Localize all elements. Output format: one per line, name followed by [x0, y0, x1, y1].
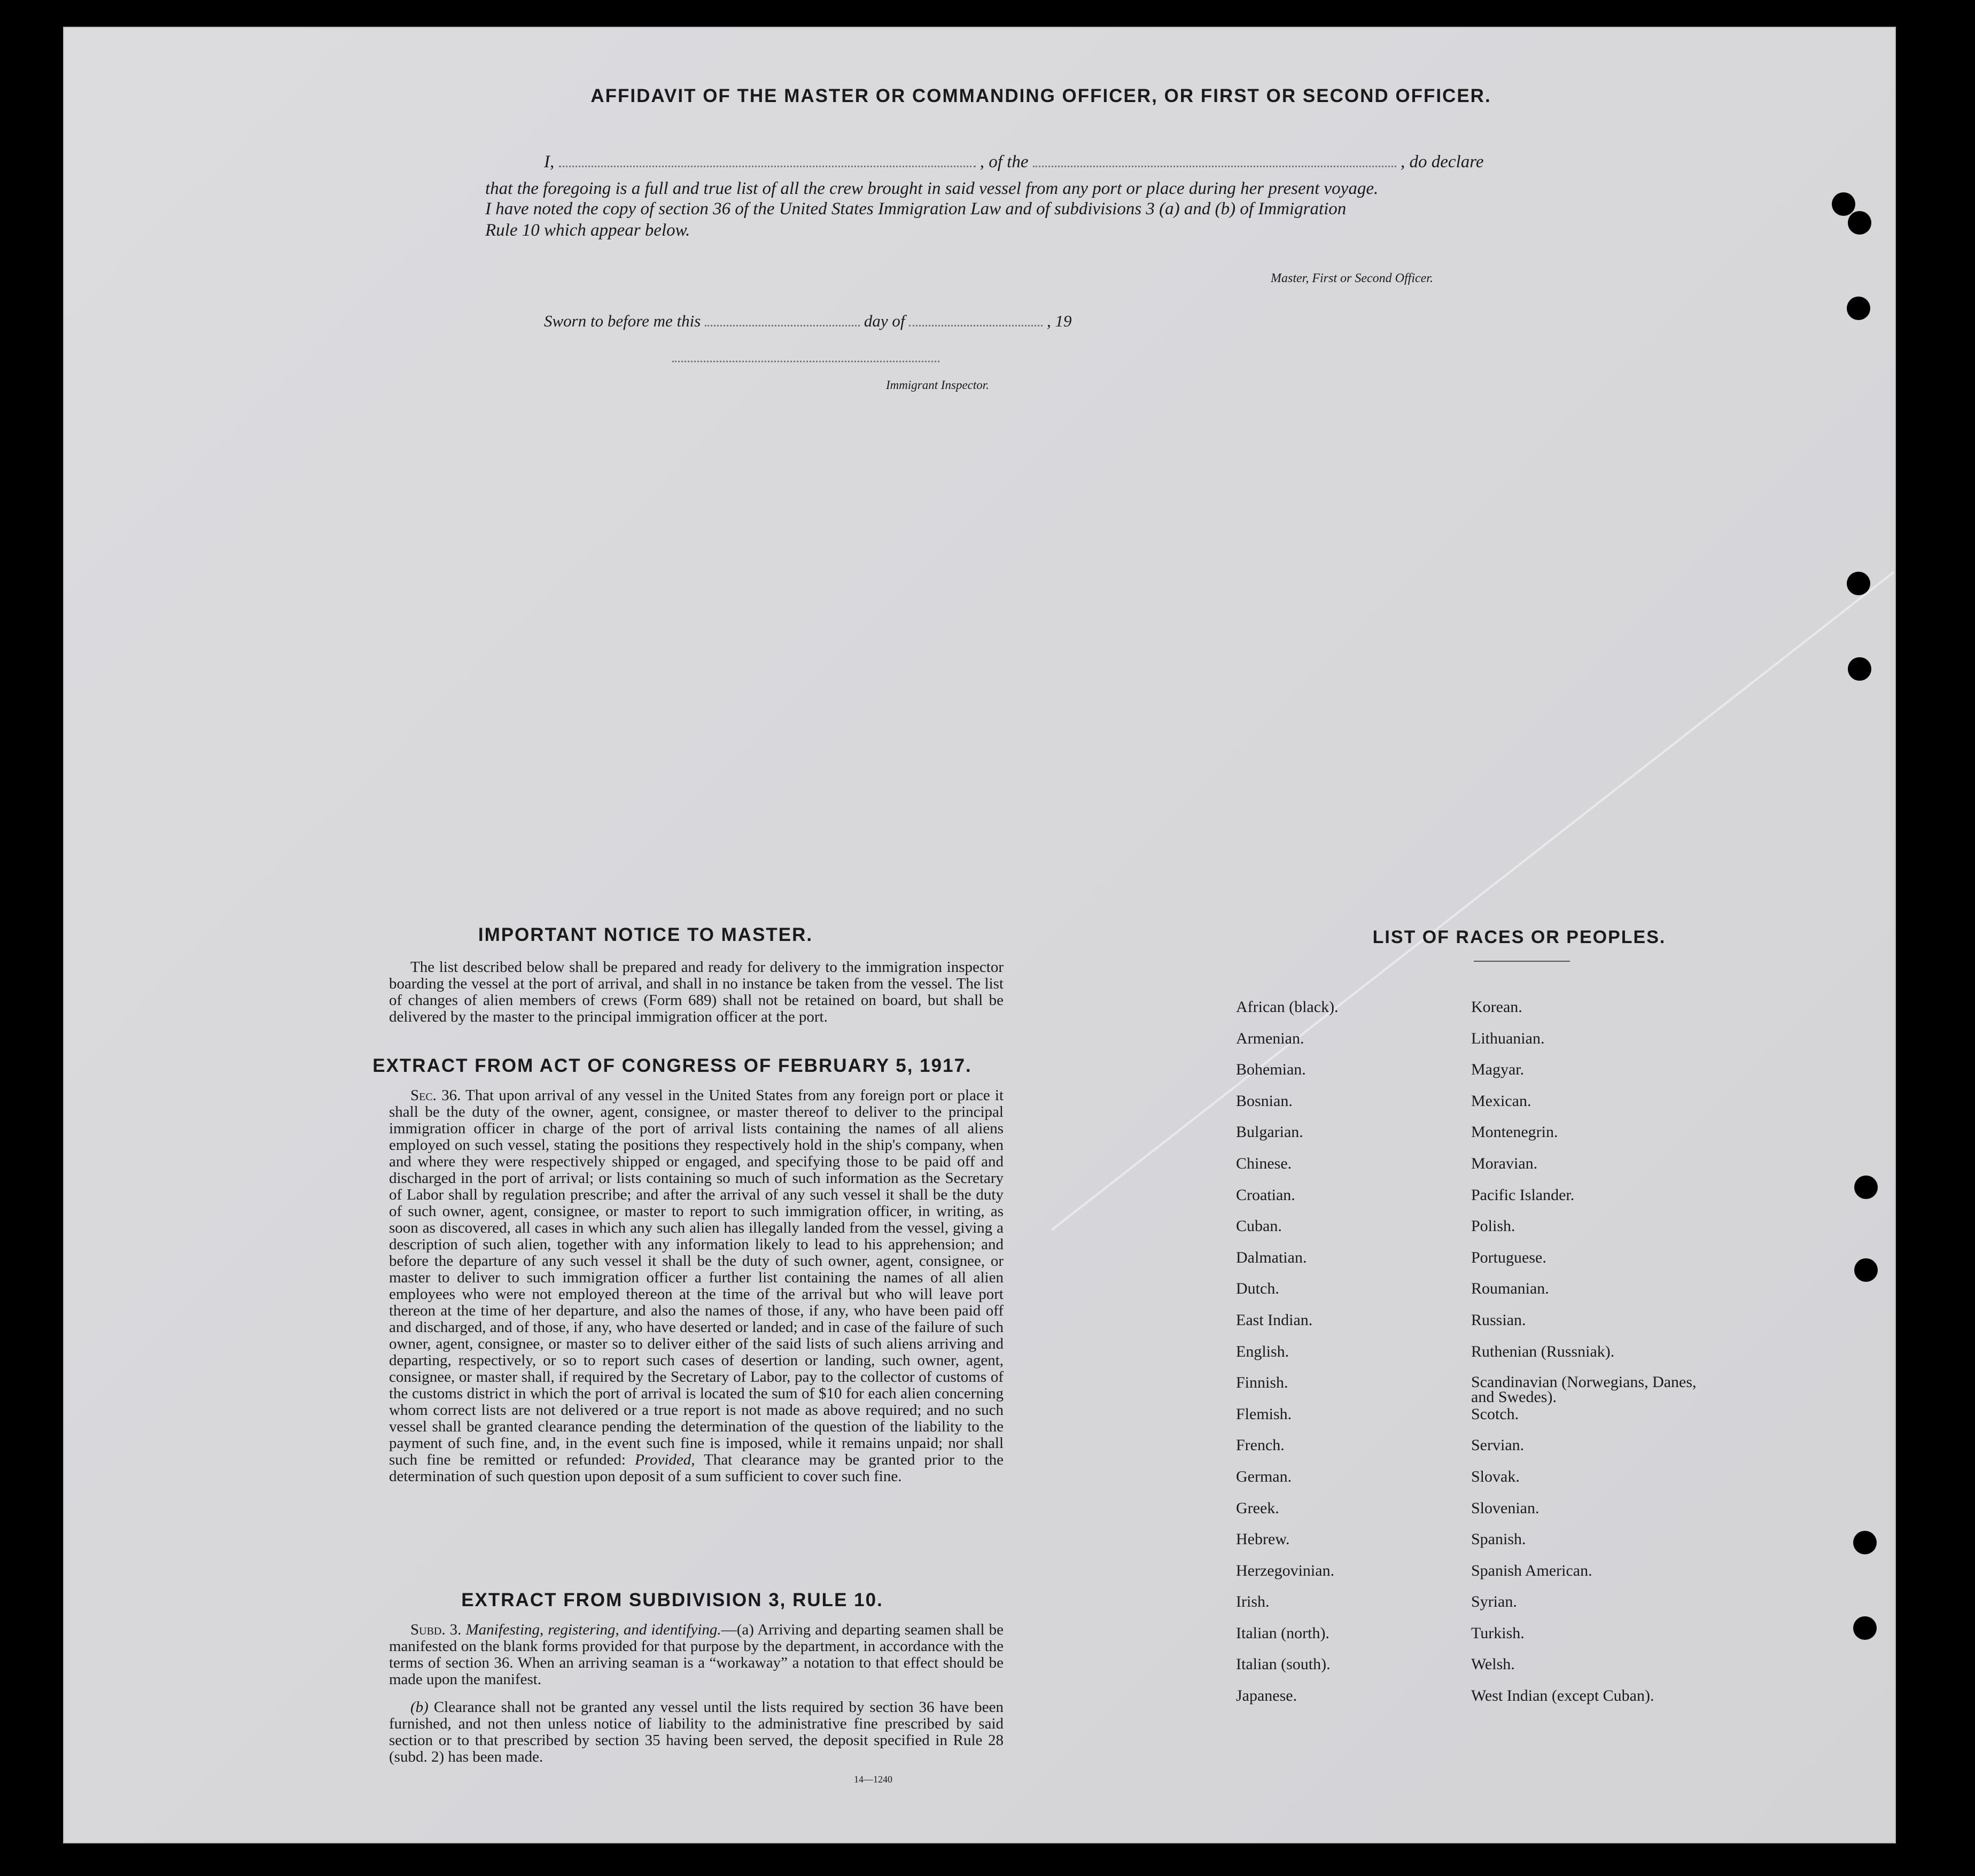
race-item: Greek. — [1236, 1499, 1279, 1517]
punch-hole — [1854, 1258, 1878, 1282]
signature-caption: Master, First or Second Officer. — [1271, 271, 1433, 285]
subdivision-a-text — [389, 1622, 1004, 1688]
race-item: Montenegrin. — [1471, 1123, 1558, 1141]
race-item: Moravian. — [1471, 1154, 1538, 1172]
race-item: Flemish. — [1236, 1405, 1292, 1423]
race-item: Hebrew. — [1236, 1530, 1290, 1548]
race-item: Dalmatian. — [1236, 1248, 1307, 1266]
sec-label: Sec. 36. — [410, 1087, 461, 1104]
races-title-rule — [1474, 961, 1570, 962]
race-item: English. — [1236, 1342, 1289, 1360]
act-text — [389, 1087, 1004, 1485]
race-item: Finnish. — [1236, 1374, 1288, 1392]
affidavit-line-4: Rule 10 which appear below. — [485, 221, 690, 240]
race-item: Ruthenian (Russniak). — [1471, 1342, 1615, 1360]
race-item: Slovenian. — [1471, 1499, 1539, 1517]
race-item: West Indian (except Cuban). — [1471, 1687, 1654, 1705]
subdivision-title: EXTRACT FROM SUBDIVISION 3, RULE 10. — [461, 1590, 883, 1610]
subd-label: Subd. 3. — [410, 1621, 462, 1638]
punch-hole — [1854, 1176, 1878, 1199]
form-number: 14—1240 — [854, 1774, 892, 1785]
punch-hole — [1848, 211, 1871, 235]
month-blank[interactable] — [909, 320, 1043, 326]
subd-a-body: —(a) Arriving and departing seamen shall be manifested on the blank forms provided for that purpose by the department, in accordance with the terms of section 36. When an arriving seaman is a “workaway” a notation to that effect should be made upon the manifest. — [389, 1621, 1004, 1688]
punch-hole — [1832, 192, 1855, 216]
punch-hole — [1847, 572, 1870, 595]
race-item: Armenian. — [1236, 1029, 1304, 1047]
race-item: Turkish. — [1471, 1624, 1525, 1642]
provided-word: Provided, — [635, 1451, 695, 1468]
race-item: Welsh. — [1471, 1655, 1515, 1673]
race-item: Servian. — [1471, 1436, 1525, 1454]
inspector-signature-line[interactable] — [672, 355, 939, 362]
race-item: Korean. — [1471, 998, 1522, 1016]
notice-text — [389, 959, 1004, 1025]
race-item: Cuban. — [1236, 1217, 1282, 1235]
race-item: African (black). — [1236, 998, 1339, 1016]
affidavit-i-label: I, — [544, 152, 555, 172]
race-item: Spanish American. — [1471, 1561, 1592, 1579]
affidavit-do-declare: , do declare — [1400, 152, 1484, 172]
race-item: Scandinavian (Norwegians, Danes, and Swedes). — [1471, 1373, 1697, 1406]
race-item: East Indian. — [1236, 1311, 1313, 1329]
races-right-column — [1471, 999, 1717, 1719]
subd-heading: Manifesting, registering, and identifying. — [465, 1621, 721, 1638]
punch-hole — [1853, 1616, 1877, 1640]
race-item: Bohemian. — [1236, 1061, 1306, 1079]
act-body-end: That clearance may be granted prior to the determination of such question upon deposit of a sum sufficient to cover such fine. — [389, 1451, 1004, 1485]
race-item: Slovak. — [1471, 1467, 1520, 1485]
day-blank[interactable] — [705, 320, 860, 326]
race-item: Polish. — [1471, 1217, 1515, 1235]
race-item: Roumanian. — [1471, 1280, 1549, 1298]
race-item: Irish. — [1236, 1593, 1270, 1611]
race-item: Herzegovinian. — [1236, 1561, 1335, 1579]
races-title: LIST OF RACES OR PEOPLES. — [1372, 927, 1666, 947]
affidavit-line-1 — [485, 152, 1570, 172]
race-item: German. — [1236, 1467, 1292, 1485]
race-item: Lithuanian. — [1471, 1029, 1545, 1047]
race-item: Mexican. — [1471, 1092, 1531, 1110]
affidavit-line-2: that the foregoing is a full and true list of all the crew brought in said vessel from any port or place during her present voyage. — [485, 179, 1379, 198]
name-blank[interactable] — [559, 160, 976, 167]
races-left-column — [1236, 999, 1460, 1719]
race-item: Bulgarian. — [1236, 1123, 1303, 1141]
punch-hole — [1853, 1531, 1877, 1554]
notice-title: IMPORTANT NOTICE TO MASTER. — [478, 924, 813, 945]
race-item: Japanese. — [1236, 1687, 1297, 1705]
race-item: Magyar. — [1471, 1061, 1525, 1079]
year-label: , 19 — [1046, 312, 1072, 330]
act-title: EXTRACT FROM ACT OF CONGRESS OF FEBRUARY 5, 1917. — [372, 1055, 972, 1076]
notice-body: The list described below shall be prepared and ready for delivery to the immigration inspector boarding the vessel at the port of arrival, and shall in no instance be taken from the vessel. The list of changes of alien members of crews (Form 689) shall not be retained on board, but shall be delivered by the master to the principal immigration officer at the port. — [389, 959, 1004, 1025]
race-item: Chinese. — [1236, 1154, 1292, 1172]
affidavit-of-the: , of the — [979, 152, 1029, 172]
subd-b-label: (b) — [410, 1699, 429, 1716]
inspector-caption: Immigrant Inspector. — [886, 378, 989, 392]
race-item: Dutch. — [1236, 1280, 1279, 1298]
race-item: Scotch. — [1471, 1405, 1519, 1423]
race-item: Bosnian. — [1236, 1092, 1293, 1110]
sworn-line — [544, 312, 1071, 331]
day-of-label: day of — [864, 312, 905, 330]
affidavit-title: AFFIDAVIT OF THE MASTER OR COMMANDING OFFICER, OR FIRST OR SECOND OFFICER. — [590, 85, 1491, 106]
race-item: Pacific Islander. — [1471, 1186, 1575, 1204]
affidavit-line-3: I have noted the copy of section 36 of the United States Immigration Law and of subdivisions 3 (a) and (b) of Immigration — [485, 199, 1347, 219]
race-item: Italian (north). — [1236, 1624, 1329, 1642]
subd-b-body: Clearance shall not be granted any vessel until the lists required by section 36 have been furnished, and not then unless notice of liability to the administrative fine prescribed by said section or to that prescribed by section 35 having been served, the deposit specified in Rule 28 (subd. 2) has been made. — [389, 1699, 1004, 1765]
document-page — [63, 27, 1896, 1843]
race-item: Syrian. — [1471, 1593, 1517, 1611]
race-item: Croatian. — [1236, 1186, 1295, 1204]
punch-hole — [1847, 297, 1870, 320]
sworn-label: Sworn to before me this — [544, 312, 701, 330]
vessel-blank[interactable] — [1033, 160, 1396, 167]
punch-hole — [1848, 657, 1871, 681]
race-item: French. — [1236, 1436, 1285, 1454]
act-body: That upon arrival of any vessel in the United States from any foreign port or place it shall be the duty of the owner, agent, consignee, or master thereof to deliver to the principal immigration officer in charge of the port of arrival lists containing the names of all aliens employed on such vessel, stating the positions they respectively hold in the ship's company, when and where they were respectively shipped or engaged, and specifying those to be paid off and discharged in the port of arrival; or lists containing so much of such information as the Secretary of Labor shall by regulation prescribe; and after the arrival of any such vessel it shall be the duty of such owner, agent, consignee, or master to report to such immigration officer, in writing, as soon as discovered, all cases in which any such alien has illegally landed from the vessel, giving a description of such alien, together with any information likely to lead to his apprehension; and before the departure of any such vessel it shall be the duty of such owner, agent, consignee, or master to deliver to such immigration officer a further list containing the names of all alien employees who were not employed thereon at the time of the arrival but who will leave port thereon at the time of her departure, and also the names of those, if any, who have been paid off and discharged, and of those, if any, who have deserted or landed; and in case of the failure of such owner, agent, consignee, or master so to deliver either of the said lists of such aliens arriving and departing, respectively, or so to report such cases of desertion or landing, such owner, agent, consignee, or master shall, if required by the Secretary of Labor, pay to the collector of customs of the customs district in which the port of arrival is located the sum of $10 for each alien concerning whom correct lists are not delivered or a true report is not made as above required; and no such vessel shall be granted clearance pending the determination of the question of the liability to the payment of such fine, and, in the event such fine is imposed, while it remains unpaid; nor shall such fine be remitted or refunded: — [389, 1087, 1004, 1468]
subdivision-b-text — [389, 1699, 1004, 1765]
race-item: Portuguese. — [1471, 1248, 1546, 1266]
race-item: Spanish. — [1471, 1530, 1526, 1548]
race-item: Italian (south). — [1236, 1655, 1331, 1673]
race-item: Russian. — [1471, 1311, 1526, 1329]
